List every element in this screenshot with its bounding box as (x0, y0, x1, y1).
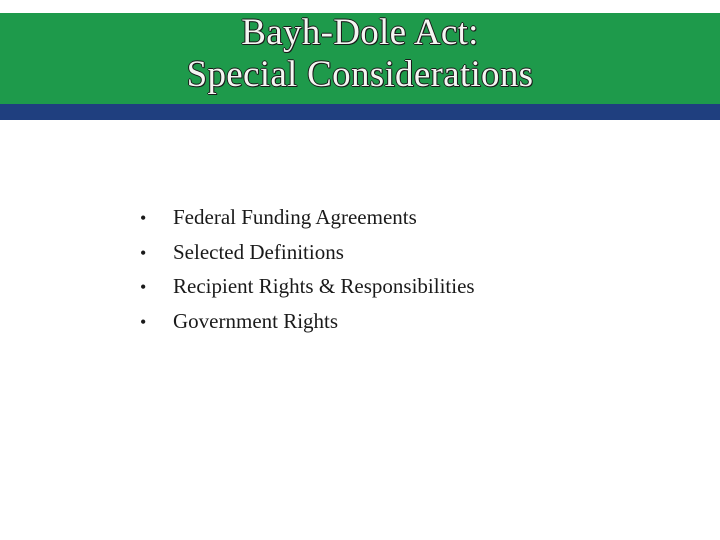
bullet-text: Government Rights (173, 308, 339, 333)
title-underline-bar (0, 104, 720, 120)
bullet-text: Selected Definitions (173, 239, 344, 264)
bullet-icon: • (140, 208, 147, 228)
bullet-icon: • (140, 311, 147, 332)
bullet-text: Federal Funding Agreements (173, 205, 417, 229)
bullet-item (140, 205, 475, 240)
bullet-list (140, 205, 475, 343)
slide-title-line-2: Special Considerations (186, 54, 534, 95)
slide-title-line-1: Bayh-Dole Act: (241, 12, 479, 53)
bullet-item (140, 240, 475, 275)
bullet-text: Recipient Rights & Responsibilities (173, 274, 475, 298)
bullet-item (140, 274, 475, 309)
slide-title (0, 12, 720, 96)
bullet-icon: • (140, 242, 147, 263)
bullet-icon: • (140, 277, 147, 297)
bullet-item (140, 309, 475, 344)
